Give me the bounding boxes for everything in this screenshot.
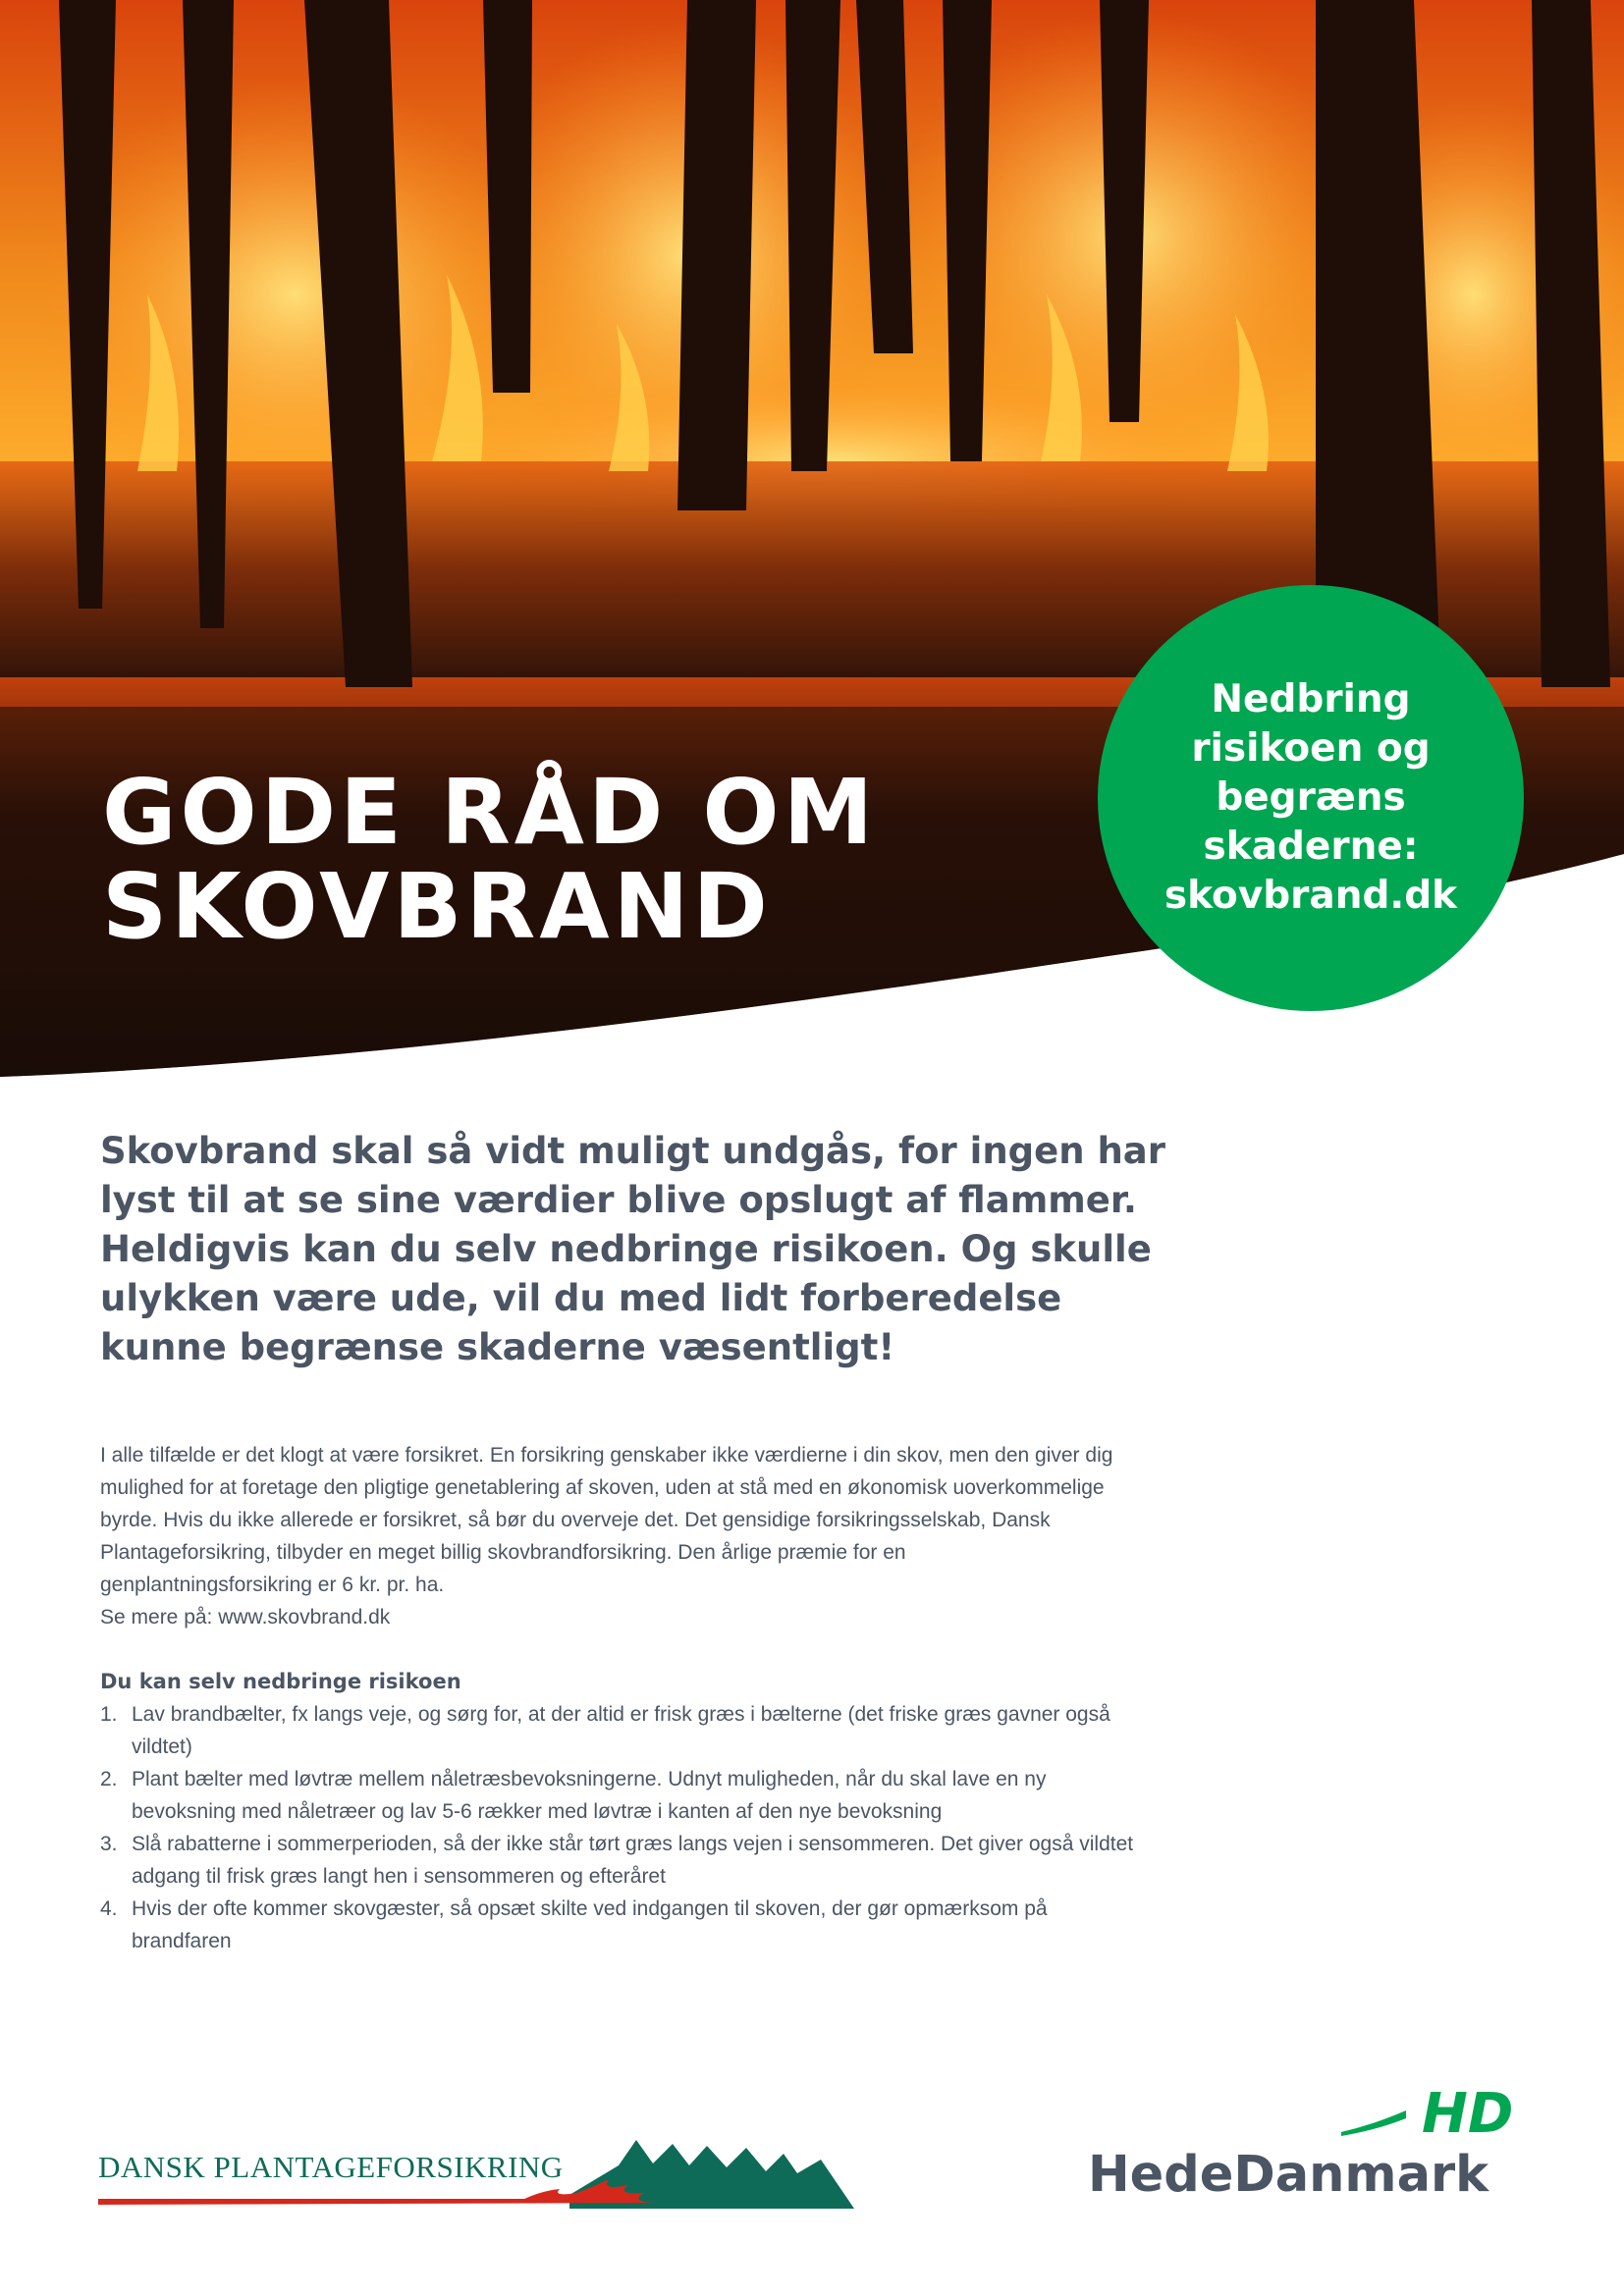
list-number: 4. — [100, 1897, 118, 1920]
tips-heading: Du kan selv nedbringe risikoen — [100, 1670, 461, 1693]
list-item — [100, 1698, 1141, 1763]
list-text: Lav brandbælter, fx langs veje, og sørg for, at der altid er frisk græs i bælterne (det friske græs gavner også vildtet) — [132, 1703, 1110, 1758]
list-text: Slå rabatterne i sommerperioden, så der ikke står tørt græs langs vejen i sensommeren. Det giver også vildtet adgang til frisk græs langt hen i sensommeren og efteråret — [132, 1833, 1134, 1888]
hd-mark-text: HD — [1422, 2082, 1514, 2140]
hd-company-name: HedeDanmark — [1088, 2146, 1489, 2204]
list-number: 1. — [100, 1703, 118, 1726]
see-more-link[interactable]: Se mere på: www.skovbrand.dk — [100, 1606, 391, 1629]
badge-line: risikoen og — [1191, 726, 1431, 771]
list-number: 3. — [100, 1833, 118, 1855]
badge-circle — [1098, 585, 1524, 1011]
badge-link[interactable]: skovbrand.dk — [1164, 874, 1458, 918]
list-text: Hvis der ofte kommer skovgæster, så opsæt skilte ved indgangen til skoven, der gør opmærksom på brandfaren — [132, 1897, 1048, 1952]
list-number: 2. — [100, 1768, 118, 1790]
list-item — [100, 1828, 1141, 1893]
list-item — [100, 1893, 1141, 1957]
hd-logo — [1335, 2081, 1532, 2140]
dp-company-name: DANSK PLANTAGEFORSIKRING — [98, 2150, 564, 2184]
body-text — [100, 1439, 1121, 1633]
tips-list — [100, 1698, 1141, 1957]
hededanmark-logo — [1080, 2081, 1532, 2209]
dansk-plantageforsikring-logo — [98, 2130, 864, 2209]
body-paragraph: I alle tilfælde er det klogt at være forsikret. En forsikring genskaber ikke værdierne i din skov, men den giver dig mulighed for at foretage den pligtige genetablering af skoven, uden at stå med en økonomisk uoverkommelige byrde. Hvis du ikke allerede er forsikret, så bør du overveje det. Det gensidige forsikringsselskab, Dansk Plantageforsikring, tilbyder en meget billig skovbrandforsikring. Den årlige præmie for en genplantningsforsikring er 6 kr. pr. ha. — [100, 1444, 1113, 1596]
intro-paragraph: Skovbrand skal så vidt muligt undgås, for ingen har lyst til at se sine værdier blive opslugt af flammer. Heldigvis kan du selv nedbringe risikoen. Og skulle ulykken være ude, vil du med lidt forberedelse kunne begrænse skaderne væsentligt! — [100, 1130, 1166, 1368]
title-line: GODE RÅD OM — [102, 760, 878, 865]
badge-line: Nedbring — [1211, 677, 1411, 721]
page-title — [102, 760, 878, 959]
list-text: Plant bælter med løvtræ mellem nåletræsbevoksningerne. Udnyt muligheden, når du skal lave en ny bevoksning med nåletræer og lav 5-6 rækker med løvtræ i kanten af den nye bevoksning — [132, 1768, 1047, 1823]
list-item — [100, 1763, 1141, 1828]
badge-line: skaderne: — [1203, 825, 1419, 869]
title-line: SKOVBRAND — [102, 854, 772, 959]
badge-line: begræns — [1216, 775, 1406, 820]
